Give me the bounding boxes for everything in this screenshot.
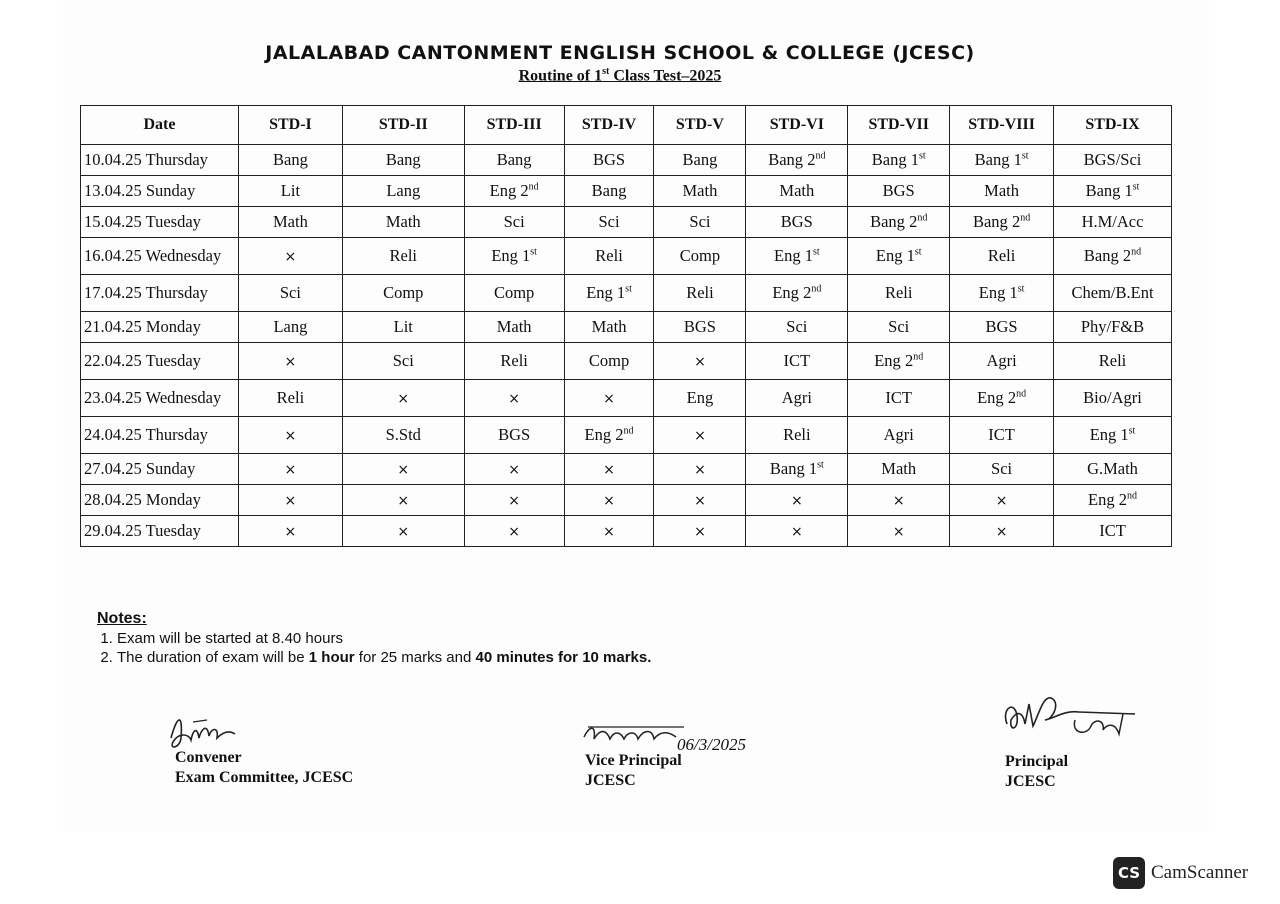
subject-cell: Eng 2nd xyxy=(1054,485,1172,516)
subject-cell: Eng 2nd xyxy=(464,176,564,207)
subject-cell: Bang xyxy=(654,145,746,176)
subject-cell: Eng 2nd xyxy=(746,275,848,312)
vice-principal-date: 06/3/2025 xyxy=(677,735,746,754)
subject-cell xyxy=(238,454,342,485)
subject-cell: BGS xyxy=(654,312,746,343)
no-exam-mark: × xyxy=(508,493,520,509)
subject-cell: Bang xyxy=(342,145,464,176)
subject-cell xyxy=(238,485,342,516)
subject-cell: Lit xyxy=(342,312,464,343)
camscanner-watermark: CamScanner xyxy=(1151,862,1249,883)
subject-cell: Math xyxy=(654,176,746,207)
subject-cell: Phy/F&B xyxy=(1054,312,1172,343)
subject-cell xyxy=(654,454,746,485)
subject-cell: ICT xyxy=(1054,516,1172,547)
subject-cell xyxy=(464,380,564,417)
subject-cell: Math xyxy=(564,312,654,343)
no-exam-mark: × xyxy=(790,524,803,540)
vice-principal-title: Vice Principal xyxy=(585,752,682,769)
subject-cell: Eng 1st xyxy=(746,238,848,275)
subject-cell: Sci xyxy=(464,207,564,238)
subject-cell: Reli xyxy=(464,343,564,380)
no-exam-mark: × xyxy=(694,428,706,444)
date-cell: 22.04.25 Tuesday xyxy=(81,343,239,380)
date-cell: 24.04.25 Thursday xyxy=(81,417,239,454)
no-exam-mark: × xyxy=(508,462,520,478)
subject-cell: Reli xyxy=(654,275,746,312)
table-row xyxy=(81,380,1172,417)
subject-cell xyxy=(746,485,848,516)
table-row xyxy=(81,145,1172,176)
date-cell: 27.04.25 Sunday xyxy=(81,454,239,485)
subject-cell: Lit xyxy=(238,176,342,207)
subject-cell: Math xyxy=(746,176,848,207)
subject-cell: G.Math xyxy=(1054,454,1172,485)
subject-cell: Reli xyxy=(342,238,464,275)
no-exam-mark: × xyxy=(508,391,520,407)
subject-cell: Reli xyxy=(564,238,654,275)
subject-cell xyxy=(950,485,1054,516)
subject-cell xyxy=(238,343,342,380)
subject-cell: H.M/Acc xyxy=(1054,207,1172,238)
column-header-std-i: STD-I xyxy=(238,106,342,145)
routine-table xyxy=(80,105,1172,547)
subject-cell: Sci xyxy=(654,207,746,238)
no-exam-mark: × xyxy=(284,428,297,444)
subject-cell: Comp xyxy=(464,275,564,312)
table-row xyxy=(81,485,1172,516)
table-row xyxy=(81,343,1172,380)
subject-cell: Comp xyxy=(564,343,654,380)
subject-cell: Math xyxy=(238,207,342,238)
subject-cell: Bang xyxy=(564,176,654,207)
table-header-row xyxy=(81,106,1172,145)
table-row xyxy=(81,516,1172,547)
subject-cell: Math xyxy=(848,454,950,485)
subject-cell xyxy=(746,516,848,547)
routine-title: Routine of 1st Class Test–2025 xyxy=(518,66,722,85)
subject-cell: Math xyxy=(342,207,464,238)
subject-cell: Bang 1st xyxy=(848,145,950,176)
subject-cell: BGS xyxy=(464,417,564,454)
subject-cell: Bio/Agri xyxy=(1054,380,1172,417)
subject-cell xyxy=(342,485,464,516)
no-exam-mark: × xyxy=(892,524,905,540)
convener-title: Convener xyxy=(175,749,242,766)
subject-cell xyxy=(654,343,746,380)
no-exam-mark: × xyxy=(284,462,297,478)
notes-section xyxy=(97,610,651,668)
no-exam-mark: × xyxy=(284,354,297,370)
date-cell: 13.04.25 Sunday xyxy=(81,176,239,207)
subject-cell: Reli xyxy=(238,380,342,417)
table-row xyxy=(81,238,1172,275)
date-cell: 23.04.25 Wednesday xyxy=(81,380,239,417)
no-exam-mark: × xyxy=(995,493,1008,509)
subject-cell: BGS xyxy=(564,145,654,176)
subject-cell: Sci xyxy=(848,312,950,343)
subject-cell: Sci xyxy=(238,275,342,312)
no-exam-mark: × xyxy=(603,462,615,478)
subject-cell: Bang 2nd xyxy=(950,207,1054,238)
subject-cell xyxy=(564,380,654,417)
subject-cell: Sci xyxy=(746,312,848,343)
note-item: 2. The duration of exam will be 1 hour for 25 marks and 40 minutes for 10 marks. xyxy=(117,649,651,666)
column-header-std-iv: STD-IV xyxy=(564,106,654,145)
subject-cell: BGS xyxy=(848,176,950,207)
subject-cell: Reli xyxy=(848,275,950,312)
subject-cell xyxy=(654,516,746,547)
subject-cell: S.Std xyxy=(342,417,464,454)
subject-cell xyxy=(564,485,654,516)
no-exam-mark: × xyxy=(284,524,297,540)
subject-cell: Eng xyxy=(654,380,746,417)
subject-cell: Agri xyxy=(848,417,950,454)
note-item: 1. Exam will be started at 8.40 hours xyxy=(117,630,651,647)
principal-signature xyxy=(995,690,1155,750)
no-exam-mark: × xyxy=(892,493,905,509)
subject-cell xyxy=(464,516,564,547)
subject-cell: Sci xyxy=(564,207,654,238)
vice-principal-org: JCESC xyxy=(585,772,636,789)
table-row xyxy=(81,417,1172,454)
subject-cell: Agri xyxy=(950,343,1054,380)
column-header-std-iii: STD-III xyxy=(464,106,564,145)
principal-title: Principal xyxy=(1005,753,1069,770)
subject-cell xyxy=(654,417,746,454)
subject-cell: ICT xyxy=(746,343,848,380)
column-header-std-v: STD-V xyxy=(654,106,746,145)
date-cell: 21.04.25 Monday xyxy=(81,312,239,343)
subject-cell: BGS xyxy=(950,312,1054,343)
principal-org: JCESC xyxy=(1005,773,1056,790)
no-exam-mark: × xyxy=(508,524,520,540)
column-header-std-ii: STD-II xyxy=(342,106,464,145)
subject-cell: Eng 1st xyxy=(1054,417,1172,454)
no-exam-mark: × xyxy=(694,354,706,370)
subject-cell xyxy=(342,516,464,547)
subject-cell xyxy=(848,485,950,516)
no-exam-mark: × xyxy=(603,493,615,509)
subject-cell: Sci xyxy=(342,343,464,380)
no-exam-mark: × xyxy=(397,462,410,478)
subject-cell xyxy=(654,485,746,516)
convener-signature-block xyxy=(175,708,395,788)
date-cell: 10.04.25 Thursday xyxy=(81,145,239,176)
table-row xyxy=(81,176,1172,207)
subject-cell: BGS/Sci xyxy=(1054,145,1172,176)
date-cell: 16.04.25 Wednesday xyxy=(81,238,239,275)
no-exam-mark: × xyxy=(397,493,410,509)
principal-signature-block xyxy=(1005,690,1185,795)
subject-cell: Bang 2nd xyxy=(1054,238,1172,275)
no-exam-mark: × xyxy=(790,493,803,509)
no-exam-mark: × xyxy=(397,391,410,407)
no-exam-mark: × xyxy=(694,493,706,509)
subject-cell: Eng 2nd xyxy=(848,343,950,380)
column-header-date: Date xyxy=(81,106,239,145)
subject-cell: Bang 2nd xyxy=(848,207,950,238)
no-exam-mark: × xyxy=(284,493,297,509)
subject-cell: Bang 1st xyxy=(1054,176,1172,207)
subject-cell xyxy=(238,417,342,454)
vice-principal-signature xyxy=(580,715,690,755)
subject-cell: Bang xyxy=(464,145,564,176)
no-exam-mark: × xyxy=(995,524,1008,540)
subject-cell: ICT xyxy=(848,380,950,417)
subject-cell: Eng 2nd xyxy=(950,380,1054,417)
subject-cell: Eng 2nd xyxy=(564,417,654,454)
column-header-std-vi: STD-VI xyxy=(746,106,848,145)
date-cell: 15.04.25 Tuesday xyxy=(81,207,239,238)
no-exam-mark: × xyxy=(603,524,615,540)
column-header-std-vii: STD-VII xyxy=(848,106,950,145)
subject-cell: Chem/B.Ent xyxy=(1054,275,1172,312)
convener-org: Exam Committee, JCESC xyxy=(175,769,354,786)
subject-cell: ICT xyxy=(950,417,1054,454)
subject-cell: Eng 1st xyxy=(950,275,1054,312)
subject-cell: Math xyxy=(950,176,1054,207)
vice-principal-signature-block xyxy=(585,715,785,795)
date-cell: 29.04.25 Tuesday xyxy=(81,516,239,547)
column-header-std-ix: STD-IX xyxy=(1054,106,1172,145)
date-cell: 28.04.25 Monday xyxy=(81,485,239,516)
subject-cell: Eng 1st xyxy=(464,238,564,275)
table-row xyxy=(81,454,1172,485)
school-name: JALALABAD CANTONMENT ENGLISH SCHOOL & COLLEGE (JCESC) xyxy=(265,42,975,64)
subject-cell xyxy=(342,454,464,485)
table-row xyxy=(81,275,1172,312)
subject-cell xyxy=(950,516,1054,547)
subject-cell: Reli xyxy=(746,417,848,454)
subject-cell: Eng 1st xyxy=(848,238,950,275)
subject-cell xyxy=(564,454,654,485)
subject-cell xyxy=(238,516,342,547)
date-cell: 17.04.25 Thursday xyxy=(81,275,239,312)
subject-cell: Comp xyxy=(342,275,464,312)
subject-cell: Bang 1st xyxy=(746,454,848,485)
subject-cell xyxy=(464,454,564,485)
subject-cell: Lang xyxy=(238,312,342,343)
subject-cell xyxy=(238,238,342,275)
subject-cell xyxy=(848,516,950,547)
no-exam-mark: × xyxy=(694,462,706,478)
no-exam-mark: × xyxy=(397,524,410,540)
subject-cell xyxy=(342,380,464,417)
subject-cell: Math xyxy=(464,312,564,343)
notes-heading: Notes: xyxy=(97,610,147,627)
table-row xyxy=(81,312,1172,343)
subject-cell: Comp xyxy=(654,238,746,275)
camscanner-logo-icon: CS xyxy=(1113,857,1145,889)
subject-cell: Reli xyxy=(1054,343,1172,380)
subject-cell: Agri xyxy=(746,380,848,417)
subject-cell: Bang 2nd xyxy=(746,145,848,176)
subject-cell: BGS xyxy=(746,207,848,238)
subject-cell: Bang xyxy=(238,145,342,176)
no-exam-mark: × xyxy=(284,249,297,265)
column-header-std-viii: STD-VIII xyxy=(950,106,1054,145)
subject-cell: Sci xyxy=(950,454,1054,485)
no-exam-mark: × xyxy=(694,524,706,540)
subject-cell: Bang 1st xyxy=(950,145,1054,176)
subject-cell xyxy=(564,516,654,547)
no-exam-mark: × xyxy=(603,391,615,407)
subject-cell: Reli xyxy=(950,238,1054,275)
table-row xyxy=(81,207,1172,238)
subject-cell: Eng 1st xyxy=(564,275,654,312)
subject-cell xyxy=(464,485,564,516)
subject-cell: Lang xyxy=(342,176,464,207)
